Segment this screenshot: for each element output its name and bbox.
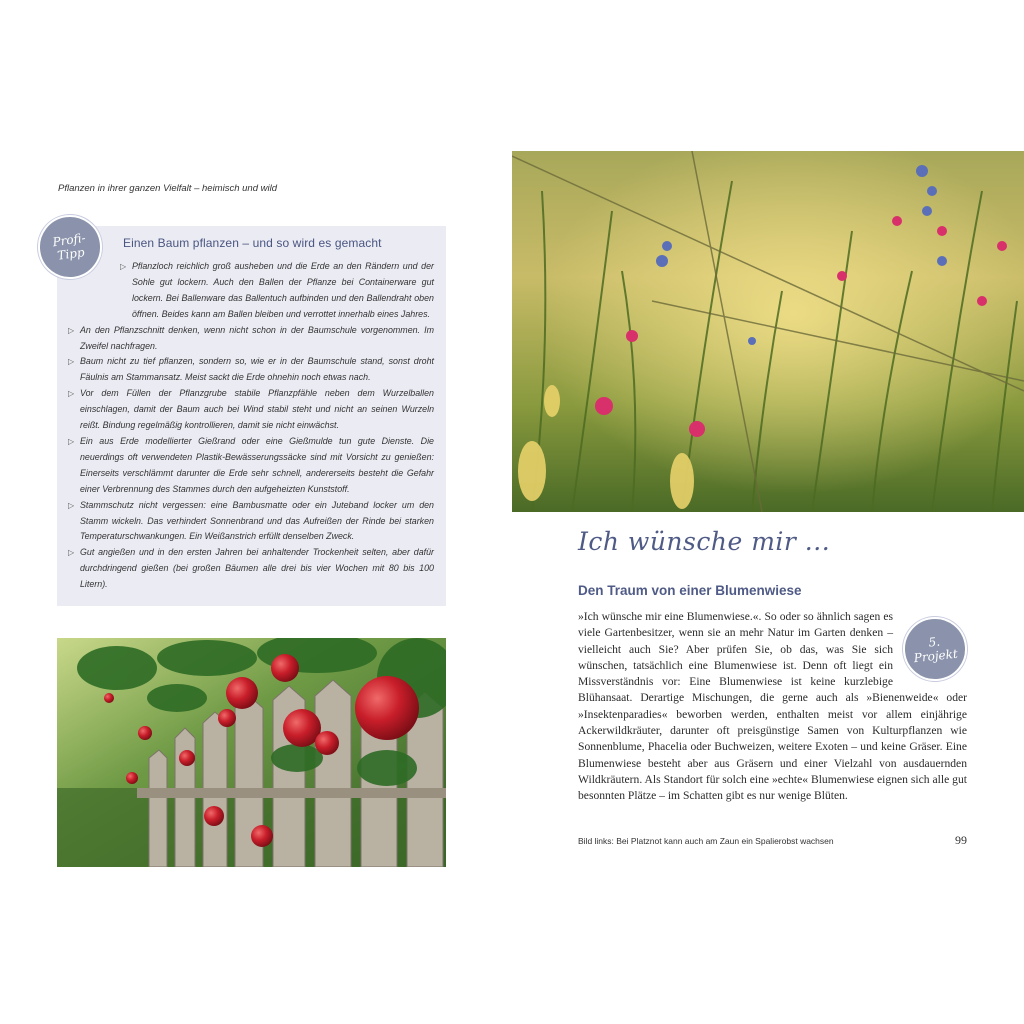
tip-item: ▷ Vor dem Füllen der Pflanzgrube stabile Pflanzpfähle neben dem Wurzelballen einschlagen, damit der Baum auch bei Wind stabil steht und nicht an seinen Wurzeln reißt. Bindung regelmäßig kontrollieren, damit sie nicht einwächst. [68,388,434,431]
flower-meadow-photo [512,151,1024,512]
section-subheading: Den Traum von einer Blumenwiese [578,583,802,598]
tip-title: Einen Baum pflanzen – und so wird es gemacht [123,236,382,250]
tip-item: ▷ An den Pflanzschnitt denken, wenn nicht schon in der Baumschule vorgenommen. Im Zweifel nachfragen. [68,324,434,351]
apple-fence-photo [57,638,446,867]
triangle-bullet-icon: ▷ [68,436,75,446]
triangle-bullet-icon: ▷ [68,325,75,335]
running-head: Pflanzen in ihrer ganzen Vielfalt – heimisch und wild [58,183,277,194]
triangle-bullet-icon: ▷ [120,262,127,271]
photo-caption: Bild links: Bei Platznot kann auch am Zaun ein Spalierobst wachsen [578,836,834,846]
tip-list [68,259,434,593]
badge-line: 5. [927,634,941,650]
page-number: 99 [955,833,967,847]
script-heading: Ich wünsche mir ... [578,527,831,556]
badge-line: Projekt [913,646,959,666]
triangle-bullet-icon: ▷ [68,500,75,510]
triangle-bullet-icon: ▷ [68,389,75,399]
tip-item: ▷ Stammschutz nicht vergessen: eine Bambusmatte oder ein Juteband locker um den Stamm wickeln. Das verhindert Sonnenbrand und das Aufreißen der Rinde bei starken Temperaturschwankungen. Ein Weißanstrich erfüllt denselben Zweck. [68,499,434,542]
triangle-bullet-icon: ▷ [68,548,75,558]
tip-item: ▷ Pflanzloch reichlich groß ausheben und die Erde an den Rändern und der Sohle gut lockern. Auch den Ballen der Pflanze bei Containerware gut lockern. Bei Ballenware das Ballentuch aufbinden und den Ballendraht oben öffnen. Beides kann am Ballen bleiben und verrottet innerhalb eines Jahres. [120,261,434,319]
tip-item: ▷ Ein aus Erde modellierter Gießrand oder eine Gießmulde tun gute Dienste. Die neuerdings oft verwendeten Plastik-Bewässerungssäcke sind mit Vorsicht zu genießen: Einerseits verschlämmt darunter die Erde sehr schnell, andererseits besteht die Gefahr einer Verbrennung des Stammes durch den aufgeheizten Kunststoff. [68,435,434,494]
badge-line: Profi- [51,230,87,250]
projekt-badge [900,614,970,684]
tip-item: ▷ Baum nicht zu tief pflanzen, sondern so, wie er in der Baumschule stand, sonst droht Fäulnis am Stammansatz. Meist sackt die Erde ohnehin noch etwas nach. [68,356,434,383]
tip-item: ▷ Gut angießen und in den ersten Jahren bei anhaltender Trockenheit selten, aber dafür durchdringend gießen (bei großen Bäumen alle drei bis vier Wochen mit 80 bis 100 Litern). [68,547,434,590]
badge-line: Tipp [56,245,86,263]
body-paragraph: »Ich wünsche mir eine Blumenwiese.«. So oder so ähnlich sagen es viele Gartenbesitzer, wenn sie an mehr Natur im Garten denken – vielleicht auch Sie? Aber prüfen Sie, ob das, was Sie sich wünschen, tatsächlich eine Blumenwiese ist. Denn oft liegt ein Missverständnis vor: Eine Blumenwiese ist keine kurzlebige Blühansaat. Derartige Mischungen, die gerne auch als »Bienenweide« oder »Insektenparadies« beworben werden, enthalten meist vor allem einjährige Ackerwildkräuter, darunter oft preisgünstige Samen von Kulturpflanzen wie Sonnenblume, Phacelia oder Buchweizen, weitere Exoten – und keine Gräser. Eine Blumenwiese besteht aber aus Gräsern und einer Vielzahl von ausdauernden Wildkräutern. Als Standort für solch eine »echte« Blumenwiese eignen sich alle gut besonnten Plätze – im Schatten gibt es nur wenige Blüten. [578,610,967,803]
body-text [578,609,967,805]
triangle-bullet-icon: ▷ [68,357,75,367]
